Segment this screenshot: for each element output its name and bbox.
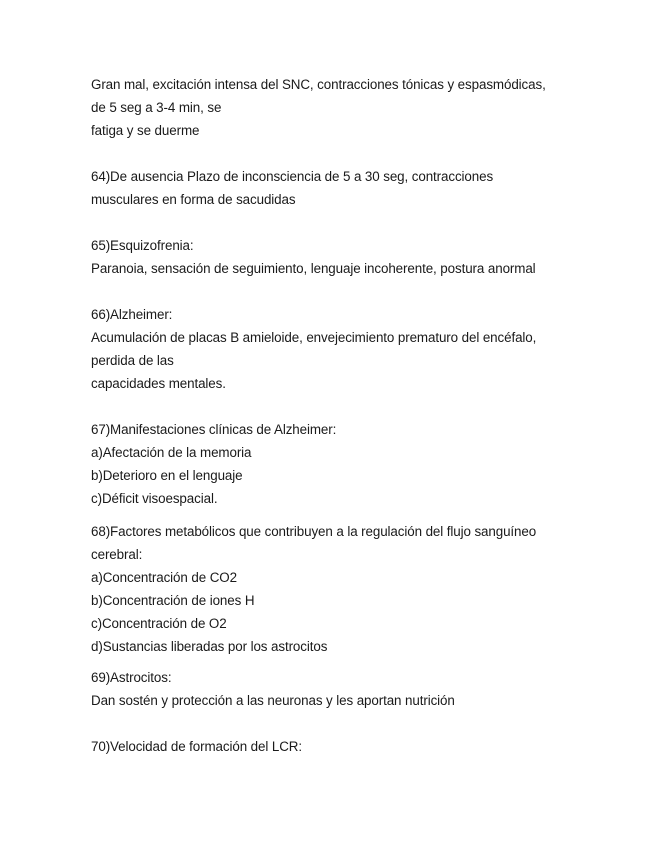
text-line: perdida de las (91, 353, 174, 368)
question-69: 69)Astrocitos: (91, 670, 172, 685)
text-line: musculares en forma de sacudidas (91, 192, 296, 207)
text-line: capacidades mentales. (91, 376, 226, 391)
text-line: fatiga y se duerme (91, 123, 200, 138)
text-line: cerebral: (91, 547, 143, 562)
text-line: Acumulación de placas B amieloide, envejecimiento prematuro del encéfalo, (91, 330, 537, 345)
question-70: 70)Velocidad de formación del LCR: (91, 739, 302, 754)
text-line: de 5 seg a 3-4 min, se (91, 100, 222, 115)
list-item: a)Afectación de la memoria (91, 445, 252, 460)
list-item: c)Concentración de O2 (91, 616, 227, 631)
list-item: a)Concentración de CO2 (91, 570, 237, 585)
text-line: Dan sostén y protección a las neuronas y les aportan nutrición (91, 693, 455, 708)
question-67: 67)Manifestaciones clínicas de Alzheimer: (91, 422, 337, 437)
text-line: Paranoia, sensación de seguimiento, lenguaje incoherente, postura anormal (91, 261, 536, 276)
question-64: 64)De ausencia Plazo de inconsciencia de 5 a 30 seg, contracciones (91, 169, 494, 184)
text-line: Gran mal, excitación intensa del SNC, contracciones tónicas y espasmódicas, (91, 77, 546, 92)
question-68: 68)Factores metabólicos que contribuyen a la regulación del flujo sanguíneo (91, 524, 537, 539)
list-item: b)Concentración de iones H (91, 593, 255, 608)
list-item: c)Déficit visoespacial. (91, 491, 218, 506)
list-item: d)Sustancias liberadas por los astrocitos (91, 639, 328, 654)
question-65: 65)Esquizofrenia: (91, 238, 194, 253)
question-66: 66)Alzheimer: (91, 307, 173, 322)
list-item: b)Deterioro en el lenguaje (91, 468, 243, 483)
